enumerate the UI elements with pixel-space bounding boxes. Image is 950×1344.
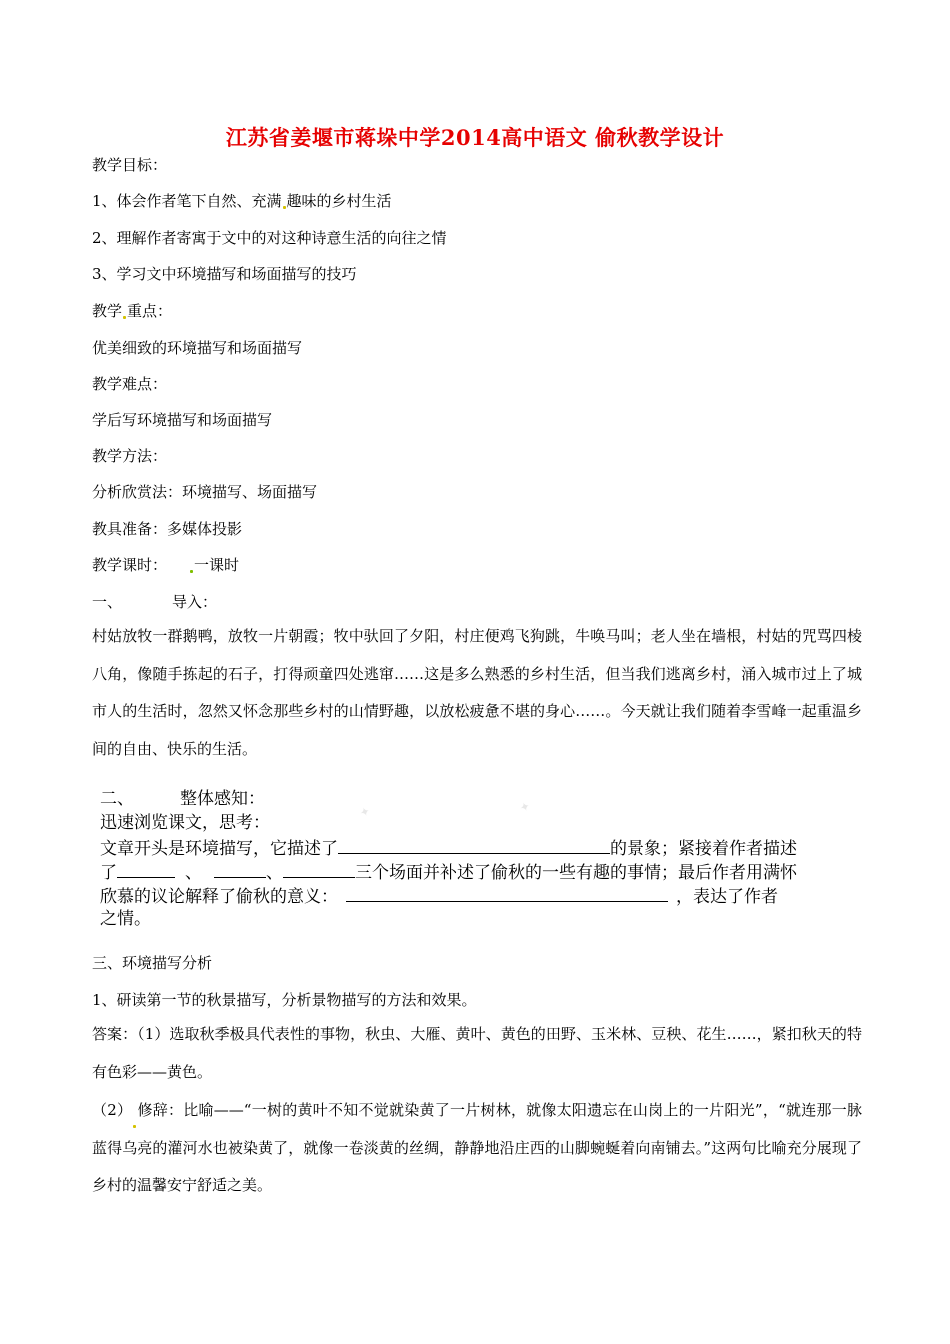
task-intro: 迅速浏览课文，思考：	[100, 813, 270, 833]
focus-heading-a: 教学	[92, 302, 123, 320]
fill-blank	[346, 883, 668, 902]
fill-blank	[338, 835, 610, 854]
focus-heading	[92, 300, 172, 321]
goal-2: 2、理解作者寄寓于文中的对这种诗意生活的向往之情	[92, 229, 447, 247]
difficulty-heading: 教学难点：	[92, 375, 168, 393]
section-3-heading: 三、环境描写分析	[92, 954, 213, 972]
goal-3: 3、学习文中环境描写和场面描写的技巧	[92, 265, 357, 283]
intro-paragraph: 村姑放牧一群鹅鸭，放牧一片朝霞；牧中驮回了夕阳，村庄便鸡飞狗跳，牛唤马叫；老人坐在墙根，村姑的咒骂四棱八角，像随手拣起的石子，打得顽童四处逃窜……这是多么熟悉的乡村生活，但当我们逃离乡村，涌入城市过上了城市人的生活时，忽然又怀念那些乡村的山情野趣，以放松疲惫不堪的身心……。今天就让我们随着李雪峰一起重温乡间的自由、快乐的生活。	[92, 627, 862, 758]
goal-1	[92, 190, 392, 211]
focus-heading-b: 重点：	[127, 302, 173, 320]
goal-1-text: 1、体会作者笔下自然、充满	[92, 192, 282, 210]
answer-2-text: 修辞：比喻——“一树的黄叶不知不觉就染黄了一片树林，就像太阳遗忘在山岗上的一片阳光”，“就连那一脉蓝得乌亮的灌河水也被染黄了，就像一卷淡黄的丝绸，静静地沿庄西的山脚蜿蜒着向南铺去。”这两句比喻充分展现了乡村的温馨安宁舒适之美。	[92, 1101, 862, 1194]
fill-blank	[117, 859, 175, 878]
task-line-2	[100, 859, 797, 885]
section-2-heading	[100, 787, 265, 811]
goals-heading: 教学目标：	[92, 156, 168, 174]
task-line-1-a: 文章开头是环境描写，它描述了	[100, 839, 338, 859]
section-2-title: 整体感知：	[180, 789, 265, 809]
task-line-3	[100, 883, 778, 909]
fill-blank	[214, 859, 266, 878]
answer-2-number: （2）	[92, 1101, 133, 1119]
task-line-2-b: 三个场面并补述了偷秋的一些有趣的事情；最后作者用满怀	[355, 863, 797, 883]
hours-line	[92, 554, 239, 575]
task-line-3-b: ，表达了作者	[676, 887, 778, 907]
section-1-title: 导入：	[172, 593, 218, 611]
answer-2	[92, 1092, 862, 1205]
answer-1: 答案：（1）选取秋季极具代表性的事物，秋虫、大雁、黄叶、黄色的田野、玉米林、豆秧、花生……，紧扣秋天的特有色彩——黄色。	[92, 1025, 862, 1081]
goal-1-tail: 趣味的乡村生活	[286, 192, 392, 210]
task-line-2-a: 了	[100, 863, 117, 883]
hours-label: 教学课时：	[92, 556, 168, 574]
marker-dot	[283, 206, 286, 209]
fill-blank	[283, 859, 355, 878]
task-line-3-a: 欣慕的议论解释了偷秋的意义：	[100, 887, 338, 907]
difficulty-text: 学后写环境描写和场面描写	[92, 411, 273, 429]
focus-text: 优美细致的环境描写和场面描写	[92, 339, 303, 357]
question-1: 1、研读第一节的秋景描写，分析景物描写的方法和效果。	[92, 991, 477, 1009]
hours-value: 一课时	[194, 556, 240, 574]
document-title: 江苏省姜堰市蒋垛中学2014高中语文 偷秋教学设计	[225, 125, 725, 150]
task-separator: 、	[266, 863, 283, 883]
watermark-mark: ✦	[517, 798, 533, 816]
task-line-1-b: 的景象；紧接着作者描述	[610, 839, 797, 859]
section-1-number: 一、	[92, 593, 123, 611]
section-2-number: 二、	[100, 789, 134, 809]
marker-dot	[133, 1125, 136, 1128]
task-line-4: 之情。	[100, 909, 151, 929]
marker-dot	[123, 316, 126, 319]
section-1-heading	[92, 591, 217, 612]
watermark-mark: ✦	[357, 803, 373, 821]
task-line-1	[100, 835, 797, 861]
method-heading: 教学方法：	[92, 447, 168, 465]
task-separator: 、	[185, 863, 202, 883]
method-text: 分析欣赏法：环境描写、场面描写	[92, 483, 318, 501]
tools-line: 教具准备：多媒体投影	[92, 520, 243, 538]
marker-dot	[190, 570, 193, 573]
